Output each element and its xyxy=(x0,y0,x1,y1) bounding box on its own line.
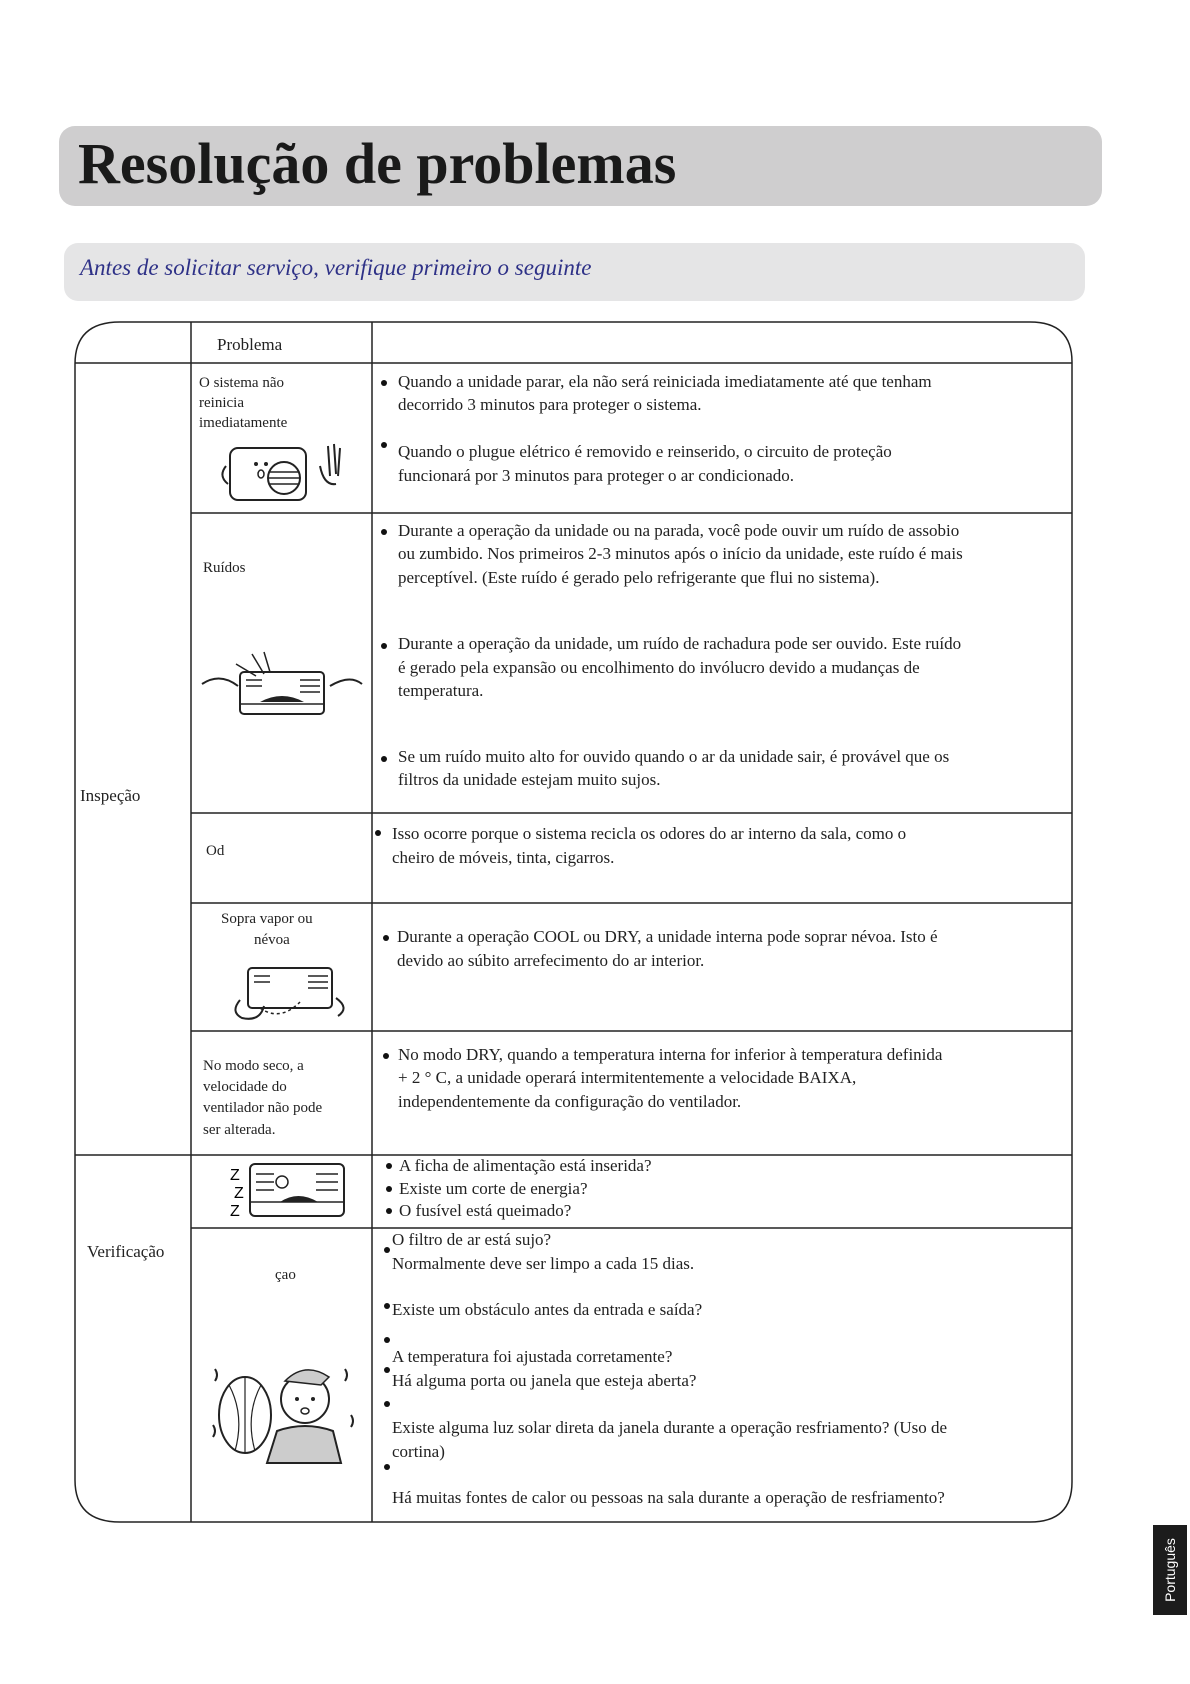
noisy-unit-illustration xyxy=(200,650,370,720)
bullet-icon xyxy=(383,1053,389,1059)
svg-text:Z: Z xyxy=(234,1185,244,1202)
solution-text: perceptível. (Este ruído é gerado pelo refrigerante que flui no sistema). xyxy=(398,568,880,587)
svg-text:Z: Z xyxy=(230,1167,240,1184)
sleeping-unit-illustration xyxy=(228,1160,348,1222)
problem-text: ventilador não pode xyxy=(203,1100,323,1116)
solution-text: decorrido 3 minutos para proteger o sistema. xyxy=(398,395,702,414)
problem-text: Ruídos xyxy=(203,560,246,576)
solution-text: Há muitas fontes de calor ou pessoas na sala durante a operação de resfriamento? xyxy=(392,1488,945,1507)
bullet-icon xyxy=(381,442,387,448)
problem-text: imediatamente xyxy=(199,415,288,431)
problem-text: Od xyxy=(206,843,225,859)
solution-text: Existe um obstáculo antes da entrada e saída? xyxy=(392,1300,703,1319)
solution-text: Durante a operação da unidade, um ruído de rachadura pode ser ouvido. Este ruído xyxy=(398,634,962,653)
hot-person-illustration xyxy=(205,1355,365,1465)
solution-text: Durante a operação da unidade ou na parada, você pode ouvir um ruído de assobio xyxy=(398,521,960,540)
problem-text: No modo seco, a xyxy=(203,1058,304,1074)
solution-text: Existe alguma luz solar direta da janela durante a operação resfriamento? (Uso de xyxy=(392,1418,948,1437)
solution-text: A ficha de alimentação está inserida? xyxy=(399,1156,652,1175)
bullet-icon xyxy=(381,756,387,762)
problem-text: velocidade do xyxy=(203,1079,287,1095)
solution-text: Isso ocorre porque o sistema recicla os odores do ar interno da sala, como o xyxy=(392,824,907,843)
solution-text: O filtro de ar está sujo? xyxy=(392,1230,552,1249)
solution-text: independentemente da configuração do ventilador. xyxy=(398,1092,742,1111)
solution-text: No modo DRY, quando a temperatura interna for inferior à temperatura definida xyxy=(398,1045,943,1064)
column-header-problem: Problema xyxy=(217,335,283,354)
bullet-icon xyxy=(375,830,381,836)
problem-text: çao xyxy=(275,1267,296,1283)
bullet-icon xyxy=(384,1464,390,1470)
mist-unit-illustration xyxy=(220,962,355,1024)
bullet-icon xyxy=(386,1186,392,1192)
bullet-icon xyxy=(383,935,389,941)
solution-text: + 2 ° C, a unidade operará intermitentemente a velocidade BAIXA, xyxy=(398,1068,857,1087)
bullet-icon xyxy=(384,1303,390,1309)
solution-text: Existe um corte de energia? xyxy=(399,1179,588,1198)
solution-text: Normalmente deve ser limpo a cada 15 dias. xyxy=(392,1254,695,1273)
bullet-icon xyxy=(381,643,387,649)
section-label-verification: Verificação xyxy=(87,1242,165,1261)
bullet-icon xyxy=(384,1367,390,1373)
solution-text: Se um ruído muito alto for ouvido quando o ar da unidade sair, é provável que os xyxy=(398,747,950,766)
language-label: Português xyxy=(1162,1538,1178,1602)
solution-text: devido ao súbito arrefecimento do ar interior. xyxy=(397,951,705,970)
solution-text: é gerado pela expansão ou encolhimento do invólucro devido a mudanças de xyxy=(398,658,920,677)
bullet-icon xyxy=(381,380,387,386)
solution-text: Quando a unidade parar, ela não será reiniciada imediatamente até que tenham xyxy=(398,372,932,391)
problem-text: Sopra vapor ou xyxy=(221,911,313,927)
bullet-icon xyxy=(386,1163,392,1169)
solution-text: filtros da unidade estejam muito sujos. xyxy=(398,770,661,789)
page-subtitle: Antes de solicitar serviço, verifique primeiro o seguinte xyxy=(80,255,592,280)
solution-text: Durante a operação COOL ou DRY, a unidade interna pode soprar névoa. Isto é xyxy=(397,927,938,946)
bullet-icon xyxy=(384,1401,390,1407)
solution-text: O fusível está queimado? xyxy=(399,1201,572,1220)
solution-text: Há alguma porta ou janela que esteja aberta? xyxy=(392,1371,697,1390)
bullet-icon xyxy=(384,1247,390,1253)
section-label-inspection: Inspeção xyxy=(80,786,141,805)
bullet-icon xyxy=(386,1208,392,1214)
bullet-icon xyxy=(381,529,387,535)
problem-text: O sistema não xyxy=(199,375,284,391)
problem-text: névoa xyxy=(254,932,290,948)
svg-text:Z: Z xyxy=(230,1203,240,1220)
problem-text: reinicia xyxy=(199,395,244,411)
solution-text: cheiro de móveis, tinta, cigarros. xyxy=(392,848,615,867)
unit-waving-illustration xyxy=(218,436,353,508)
solution-text: Quando o plugue elétrico é removido e reinserido, o circuito de proteção xyxy=(398,442,892,461)
solution-text: cortina) xyxy=(392,1442,445,1461)
solution-text: temperatura. xyxy=(398,681,484,700)
bullet-icon xyxy=(384,1337,390,1343)
page-title: Resolução de problemas xyxy=(78,131,677,196)
solution-text: ou zumbido. Nos primeiros 2-3 minutos após o início da unidade, este ruído é mais xyxy=(398,544,963,563)
problem-text: ser alterada. xyxy=(203,1122,276,1138)
solution-text: A temperatura foi ajustada corretamente? xyxy=(392,1347,673,1366)
solution-text: funcionará por 3 minutos para proteger o ar condicionado. xyxy=(398,466,795,485)
